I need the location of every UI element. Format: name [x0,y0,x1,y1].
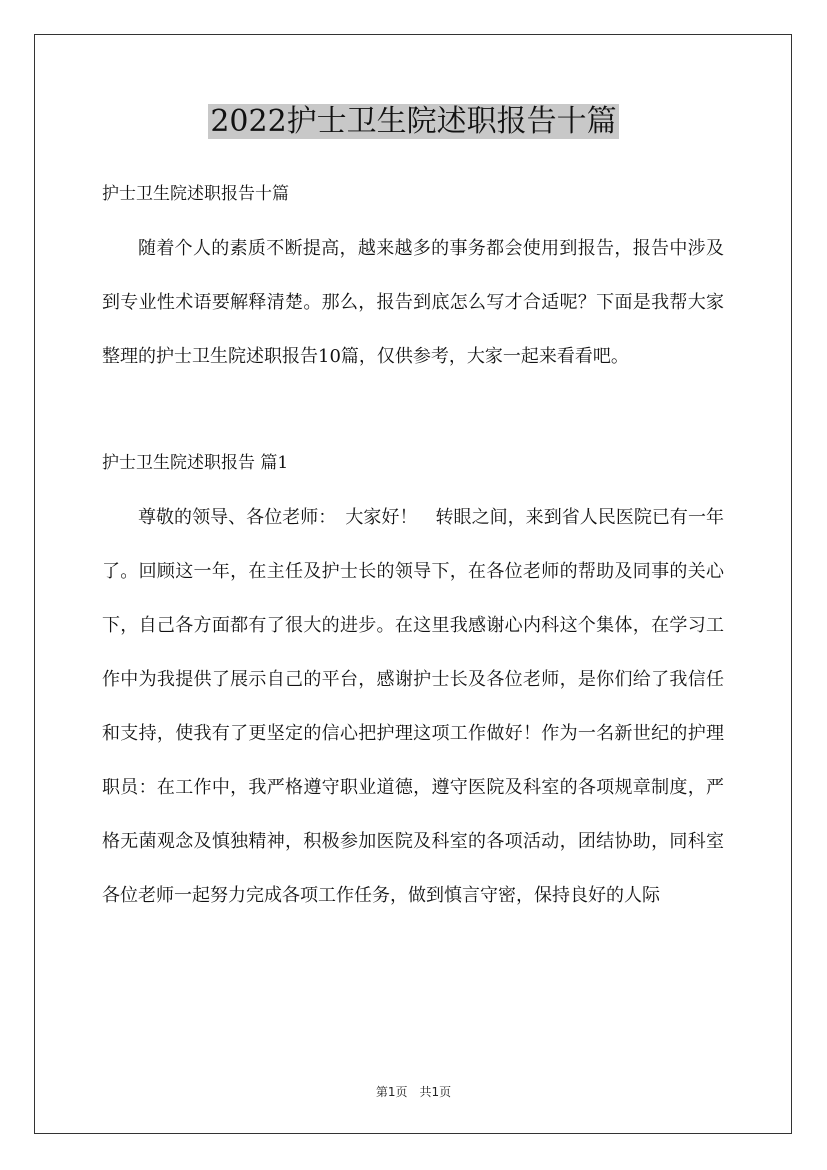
page-number-footer: 第1页 共1页 [375,1085,452,1099]
document-title-text: 2022护士卫生院述职报告十篇 [210,104,617,139]
document-subtitle: 护士卫生院述职报告十篇 [102,184,289,204]
section-paragraph: 尊敬的领导、各位老师： 大家好！ 转眼之间，来到省人民医院已有一年了。回顾这一年，在主任及护士长的领导下，在各位老师的帮助及同事的关心下，自己各方面都有了很大的进步。在这里我感谢心内科这个集体，在学习工作中为我提供了展示自己的平台，感谢护士长及各位老师，是你们给了我信任和支持，使我有了更坚定的信心把护理这项工作做好！作为一名新世纪的护理职员：在工作中，我严格遵守职业道德，遵守医院及科室的各项规章制度，严格无菌观念及慎独精神，积极参加医院及科室的各项活动，团结协助，同科室各位老师一起努力完成各项工作任务，做到慎言守密，保持良好的人际 [102,507,724,906]
document-title [0,100,827,144]
section-heading: 护士卫生院述职报告 篇1 [102,453,289,473]
document-body [102,168,724,923]
intro-paragraph: 随着个人的素质不断提高，越来越多的事务都会使用到报告，报告中涉及到专业性术语要解释清楚。那么，报告到底怎么写才合适呢？下面是我帮大家整理的护士卫生院述职报告10篇，仅供参考，大家一起来看看吧。 [102,238,724,367]
